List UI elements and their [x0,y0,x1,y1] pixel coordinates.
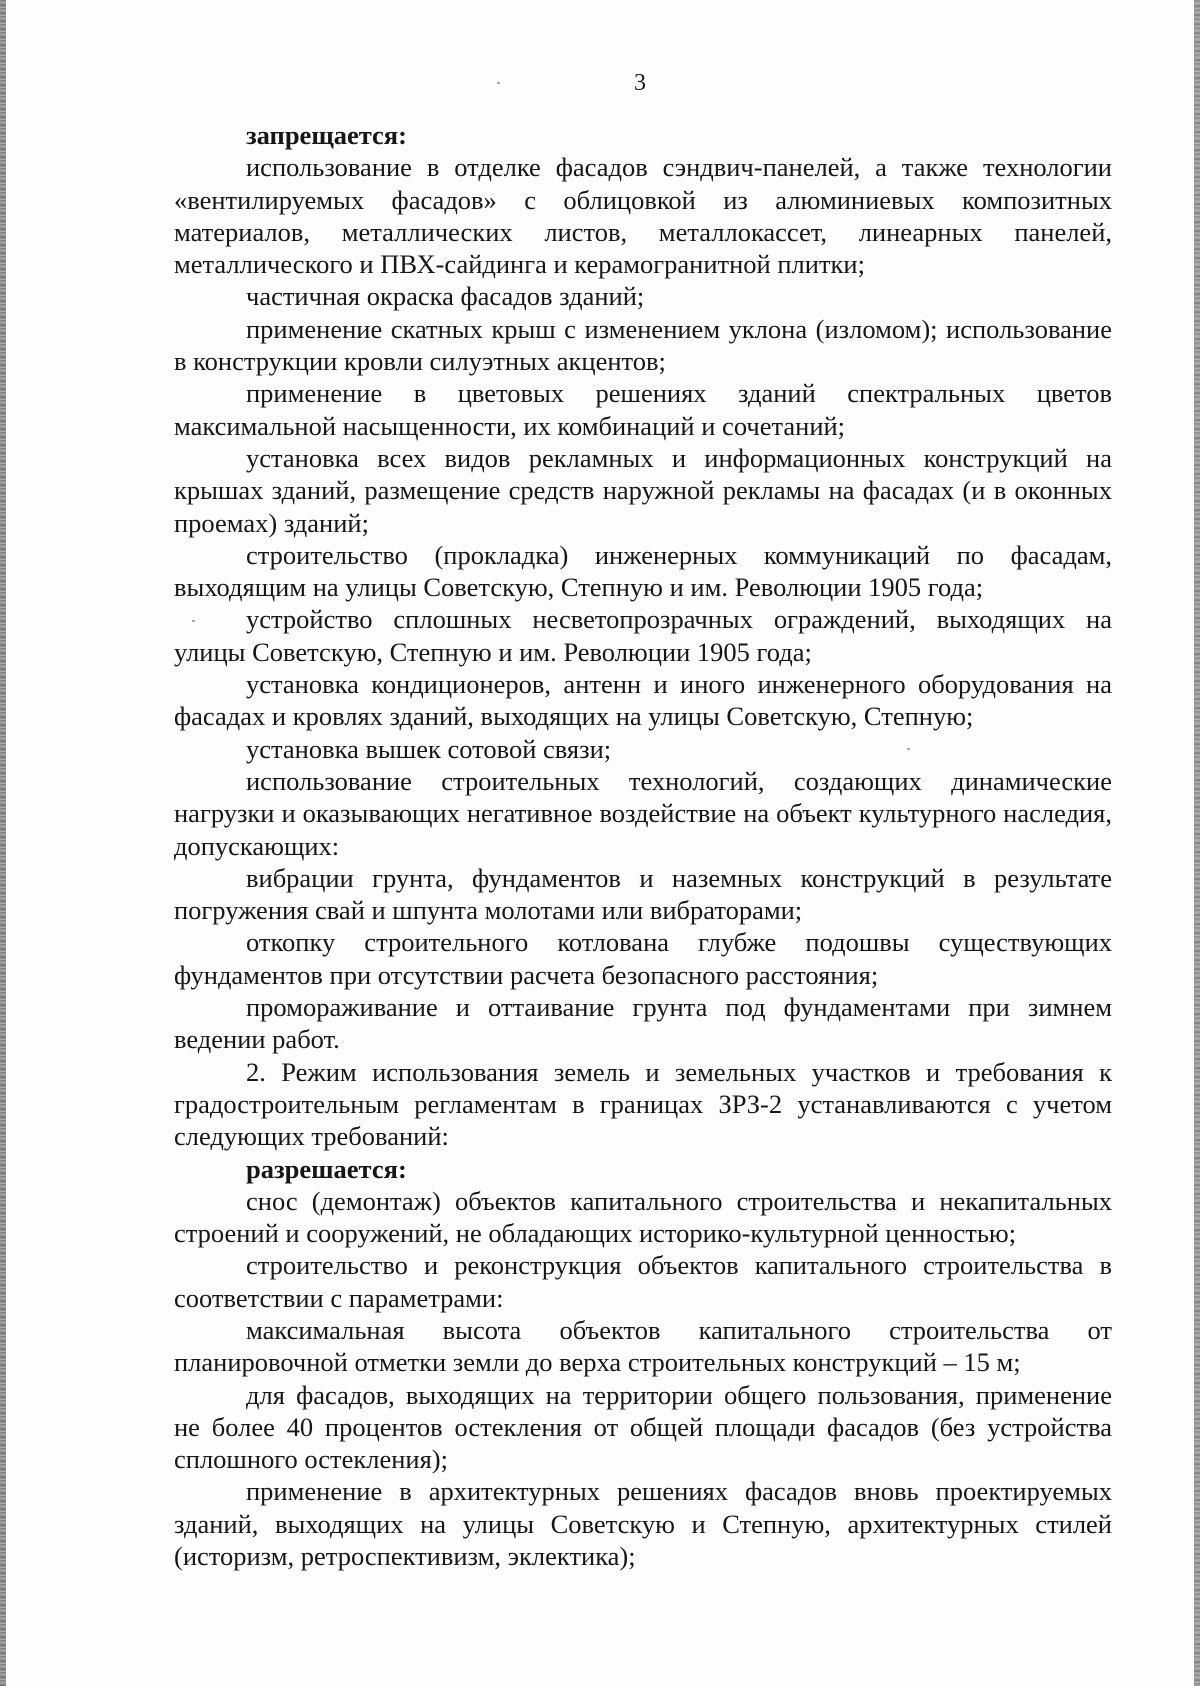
paragraph: использование в отделке фасадов сэндвич-панелей, а также технологии «вентилируемых фасадов» с облицовкой из алюминиевых композитных материалов, металлических листов, металлокассет, линеарных панелей, металлического и ПВХ-сайдинга и керамогранитной плитки; [174,152,1112,280]
scan-edge-right [1194,0,1200,1686]
paragraph: установка вышек сотовой связи; [246,733,612,764]
scan-speck [192,620,195,622]
paragraph: устройство сплошных несветопрозрачных ограждений, выходящих на улицы Советскую, Степную и им. Революции 1905 года; [174,604,1112,667]
paragraph: откопку строительного котлована глубже подошвы существующих фундаментов при отсутствии расчета безопасного расстояния; [174,927,1112,990]
section-heading-prohibited: запрещается: [246,120,407,150]
paragraph: использование строительных технологий, создающих динамические нагрузки и оказывающих негативное воздействие на объект культурного наследия, допускающих: [174,765,1112,861]
paragraph: строительство и реконструкция объектов капитального строительства в соответствии с параметрами: [174,1250,1112,1313]
paragraph: строительство (прокладка) инженерных коммуникаций по фасадам, выходящим на улицы Советскую, Степную и им. Революции 1905 года; [174,539,1112,603]
scan-speck [497,82,500,84]
section-heading-permitted: разрешается: [246,1153,407,1184]
paragraph: применение в цветовых решениях зданий спектральных цветов максимальной насыщенности, их комбинаций и сочетаний; [174,378,1112,441]
page-number: 3 [634,70,646,96]
paragraph: промораживание и оттаивание грунта под фундаментами при зимнем ведении работ. [174,992,1112,1055]
paragraph-numbered: 2. Режим использования земель и земельных участков и требования к градостроительным регламентам в границах ЗРЗ-2 устанавливаются с учетом следующих требований: [174,1056,1112,1152]
paragraph: установка всех видов рекламных и информационных конструкций на крышах зданий, размещение средств наружной рекламы на фасадах (и в оконных проемах) зданий; [174,442,1112,538]
paragraph: применение скатных крыш с изменением уклона (изломом); использование в конструкции кровли силуэтных акцентов; [174,313,1112,377]
paragraph: установка кондиционеров, антенн и иного инженерного оборудования на фасадах и кровлях зданий, выходящих на улицы Советскую, Степную; [174,669,1112,732]
paragraph: снос (демонтаж) объектов капитального строительства и некапитальных строений и сооружений, не обладающих историко-культурной ценностью; [174,1185,1112,1249]
paragraph: частичная окраска фасадов зданий; [246,281,645,312]
paragraph: для фасадов, выходящих на территории общего пользования, применение не более 40 процентов остекления от общей площади фасадов (без устройства сплошного остекления); [174,1379,1112,1475]
paragraph: максимальная высота объектов капитального строительства от планировочной отметки земли до верха строительных конструкций – 15 м; [174,1314,1112,1378]
scan-speck [907,748,910,750]
paragraph: применение в архитектурных решениях фасадов вновь проектируемых зданий, выходящих на улицы Советскую и Степную, архитектурных стилей (историзм, ретроспективизм, эклектика); [174,1476,1112,1572]
scan-edge-left [0,0,6,1686]
paragraph: вибрации грунта, фундаментов и наземных конструкций в результате погружения свай и шпунта молотами или вибраторами; [174,862,1112,926]
document-body [174,119,1112,1572]
